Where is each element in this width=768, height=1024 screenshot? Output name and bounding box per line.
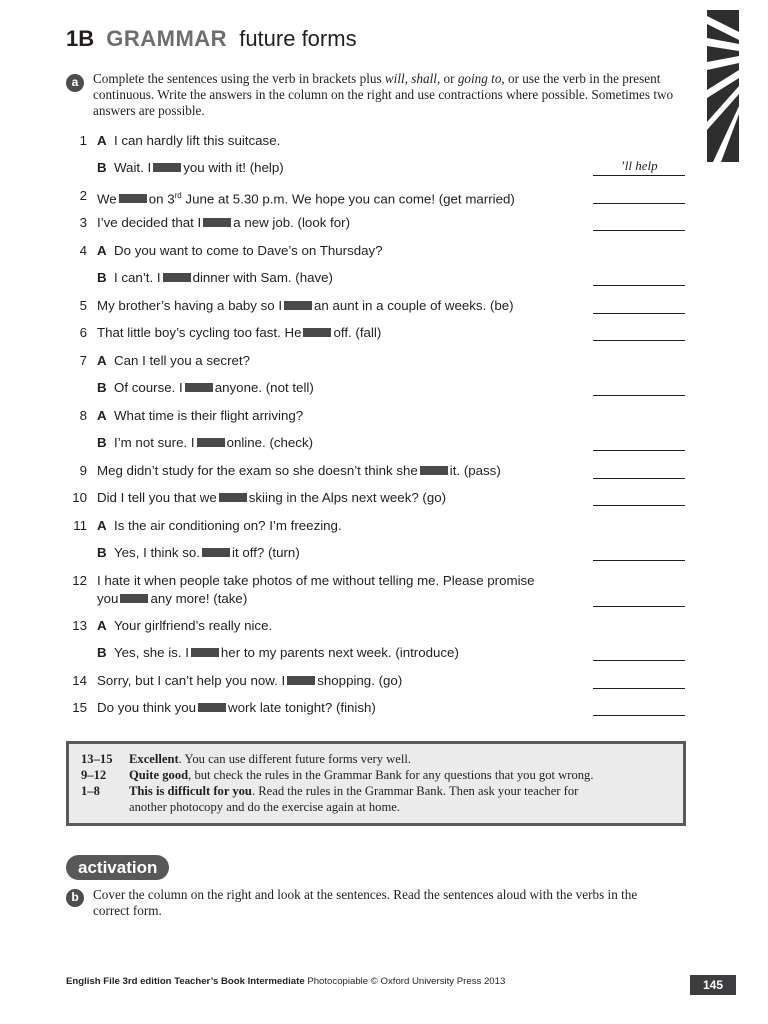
answer-field[interactable] xyxy=(593,433,685,451)
item-number: 9 xyxy=(79,463,87,478)
exercise-row xyxy=(0,698,768,718)
speaker-label: A xyxy=(97,243,107,258)
item-number: 7 xyxy=(79,353,87,368)
exercise-row xyxy=(0,131,768,151)
exercise-row xyxy=(0,488,768,508)
sentence-text: you any more! (take) xyxy=(97,591,248,606)
answer-gap xyxy=(198,703,226,712)
answer-field[interactable] xyxy=(593,671,685,689)
answer-field[interactable] xyxy=(593,268,685,286)
answer-field[interactable] xyxy=(593,461,685,479)
answer-gap xyxy=(202,548,230,557)
item-number: 4 xyxy=(79,243,87,258)
answer-gap xyxy=(119,194,147,203)
sentence-text: Is the air conditioning on? I’m freezing. xyxy=(114,518,342,533)
answer-field[interactable] xyxy=(593,643,685,661)
speaker-label: B xyxy=(97,645,107,660)
exercise-b-badge: b xyxy=(66,889,84,907)
exercise-row xyxy=(0,571,768,591)
answer-gap xyxy=(287,676,315,685)
answer-gap xyxy=(120,594,148,603)
sentence-text: I can hardly lift this suitcase. xyxy=(114,133,281,148)
sentence-text: I hate it when people take photos of me without telling me. Please promise xyxy=(97,573,535,588)
sentence-text: Sorry, but I can’t help you now. I shopping. (go) xyxy=(97,673,403,688)
item-number: 10 xyxy=(72,490,87,505)
sentence-text: I’ve decided that I a new job. (look for) xyxy=(97,215,351,230)
answer-field[interactable] xyxy=(593,378,685,396)
exercise-row xyxy=(0,643,768,663)
exercise-b-instructions: Cover the column on the right and look at the sentences. Read the sentences aloud with the verbs in the correct form. xyxy=(93,887,638,918)
answer-field[interactable] xyxy=(593,698,685,716)
exercise-row xyxy=(0,589,768,609)
exercise-row xyxy=(0,378,768,398)
answer-field[interactable] xyxy=(593,296,685,314)
exercise-row xyxy=(0,213,768,233)
speaker-label: B xyxy=(97,270,107,285)
answer-gap xyxy=(219,493,247,502)
item-number: 2 xyxy=(79,188,87,203)
topic-label: future forms xyxy=(239,26,357,51)
sentence-text: That little boy’s cycling too fast. He off. (fall) xyxy=(97,325,382,340)
speaker-label: A xyxy=(97,408,107,423)
exercise-row xyxy=(0,406,768,426)
footer-credit xyxy=(66,976,505,987)
unit-label: 1B xyxy=(66,26,95,51)
exercise-a-badge: a xyxy=(66,74,84,92)
sentence-text: Of course. I anyone. (not tell) xyxy=(114,380,314,395)
sentence-text: Can I tell you a secret? xyxy=(114,353,250,368)
sentence-text: Did I tell you that we skiing in the Alps next week? (go) xyxy=(97,490,447,505)
footer-copyright: Photocopiable © Oxford University Press 2013 xyxy=(304,976,506,987)
exercise-row xyxy=(0,241,768,261)
answer-field[interactable]: ’ll help xyxy=(593,158,685,176)
item-number: 14 xyxy=(72,673,87,688)
exercise-row xyxy=(0,461,768,481)
speaker-label: B xyxy=(97,380,107,395)
answer-gap xyxy=(197,438,225,447)
answer-gap xyxy=(284,301,312,310)
answer-gap xyxy=(153,163,181,172)
item-number: 15 xyxy=(72,700,87,715)
sentence-text: Meg didn’t study for the exam so she doesn’t think she it. (pass) xyxy=(97,463,501,478)
footer-book-title: English File 3rd edition Teacher’s Book Intermediate xyxy=(66,976,305,987)
answer-field[interactable] xyxy=(593,589,685,607)
speaker-label: B xyxy=(97,545,107,560)
page-number: 145 xyxy=(690,975,736,995)
answer-field[interactable] xyxy=(593,323,685,341)
speaker-label: A xyxy=(97,133,107,148)
exercise-row xyxy=(0,671,768,691)
sentence-text: I’m not sure. I online. (check) xyxy=(114,435,314,450)
item-number: 6 xyxy=(79,325,87,340)
answer-gap xyxy=(203,218,231,227)
exercise-row xyxy=(0,186,768,206)
item-number: 5 xyxy=(79,298,87,313)
answer-field[interactable] xyxy=(593,488,685,506)
exercise-row xyxy=(0,516,768,536)
sentence-text: Wait. I you with it! (help) xyxy=(114,160,284,175)
exercise-row xyxy=(0,296,768,316)
sentence-text: Yes, I think so. it off? (turn) xyxy=(114,545,300,560)
speaker-label: B xyxy=(97,160,107,175)
exercise-a-instructions: Complete the sentences using the verb in brackets plus will, shall, or going to, or use the verb in the present continuous. Write the answers in the column on the right and use contractions where possible. Sometimes two answers are possible. xyxy=(93,71,674,118)
speaker-label: A xyxy=(97,353,107,368)
speaker-label: A xyxy=(97,618,107,633)
answer-field[interactable] xyxy=(593,543,685,561)
score-line: another photocopy and do the exercise again at home. xyxy=(129,800,401,814)
sentence-text: We on 3rd June at 5.30 p.m. We hope you can come! (get married) xyxy=(97,191,515,207)
exercise-row xyxy=(0,268,768,288)
item-number: 12 xyxy=(72,573,87,588)
exercise-row xyxy=(0,351,768,371)
item-number: 11 xyxy=(73,518,87,533)
sentence-text: I can’t. I dinner with Sam. (have) xyxy=(114,270,333,285)
answer-field[interactable] xyxy=(593,213,685,231)
item-number: 3 xyxy=(79,215,87,230)
exercise-row xyxy=(0,323,768,343)
exercise-row xyxy=(0,616,768,636)
section-label: GRAMMAR xyxy=(106,26,228,51)
sentence-text: Do you want to come to Dave’s on Thursday? xyxy=(114,243,383,258)
item-number: 8 xyxy=(79,408,87,423)
exercise-row xyxy=(0,158,768,178)
answer-gap xyxy=(191,648,219,657)
sentence-text: What time is their flight arriving? xyxy=(114,408,304,423)
sentence-text: My brother’s having a baby so I an aunt in a couple of weeks. (be) xyxy=(97,298,514,313)
answer-gap xyxy=(163,273,191,282)
score-line: 1–8 This is difficult for you. Read the rules in the Grammar Bank. Then ask your teacher for xyxy=(81,784,579,798)
answer-gap xyxy=(420,466,448,475)
sentence-text: Yes, she is. I her to my parents next week. (introduce) xyxy=(114,645,459,660)
sentence-text: Your girlfriend’s really nice. xyxy=(114,618,273,633)
score-box xyxy=(66,741,686,826)
answer-field[interactable] xyxy=(593,186,685,204)
score-line: 13–15 Excellent. You can use different future forms very well. xyxy=(81,752,412,766)
speaker-label: A xyxy=(97,518,107,533)
speaker-label: B xyxy=(97,435,107,450)
sentence-text: Do you think you work late tonight? (finish) xyxy=(97,700,376,715)
answer-gap xyxy=(185,383,213,392)
activation-heading: activation xyxy=(66,855,169,880)
exercise-row xyxy=(0,433,768,453)
exercise-row xyxy=(0,543,768,563)
score-line: 9–12 Quite good, but check the rules in the Grammar Bank for any questions that you got wrong. xyxy=(81,768,594,782)
answer-gap xyxy=(303,328,331,337)
page-title xyxy=(66,26,357,52)
item-number: 13 xyxy=(72,618,87,633)
item-number: 1 xyxy=(79,133,87,148)
